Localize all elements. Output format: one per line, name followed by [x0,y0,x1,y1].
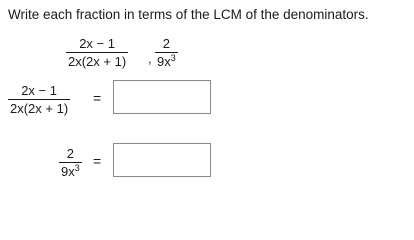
fraction-denominator: 2x(2x + 1) [68,54,127,69]
equals-sign: = [93,153,102,169]
denominator-base: 9x [61,164,75,179]
given-fraction-2 [155,37,178,68]
problem-2-fraction [59,147,82,178]
problem-1-fraction [8,84,70,115]
fraction-numerator: 2 [66,146,74,161]
fraction-numerator: 2x − 1 [79,36,115,51]
denominator-base: 9x [157,54,171,69]
fraction-denominator [155,53,178,68]
fraction-denominator [59,163,82,178]
answer-input-2[interactable] [113,143,211,177]
given-fraction-1 [66,37,128,68]
answer-input-1[interactable] [113,80,211,114]
fraction-denominator: 2x(2x + 1) [10,101,69,116]
instruction-text: Write each fraction in terms of the LCM of the denominators. [8,7,369,22]
fraction-separator: , [148,51,152,66]
fraction-numerator: 2x − 1 [21,83,57,98]
equals-sign: = [93,90,102,106]
fraction-numerator: 2 [162,36,170,51]
denominator-exponent: 3 [170,53,176,63]
denominator-exponent: 3 [74,163,80,173]
